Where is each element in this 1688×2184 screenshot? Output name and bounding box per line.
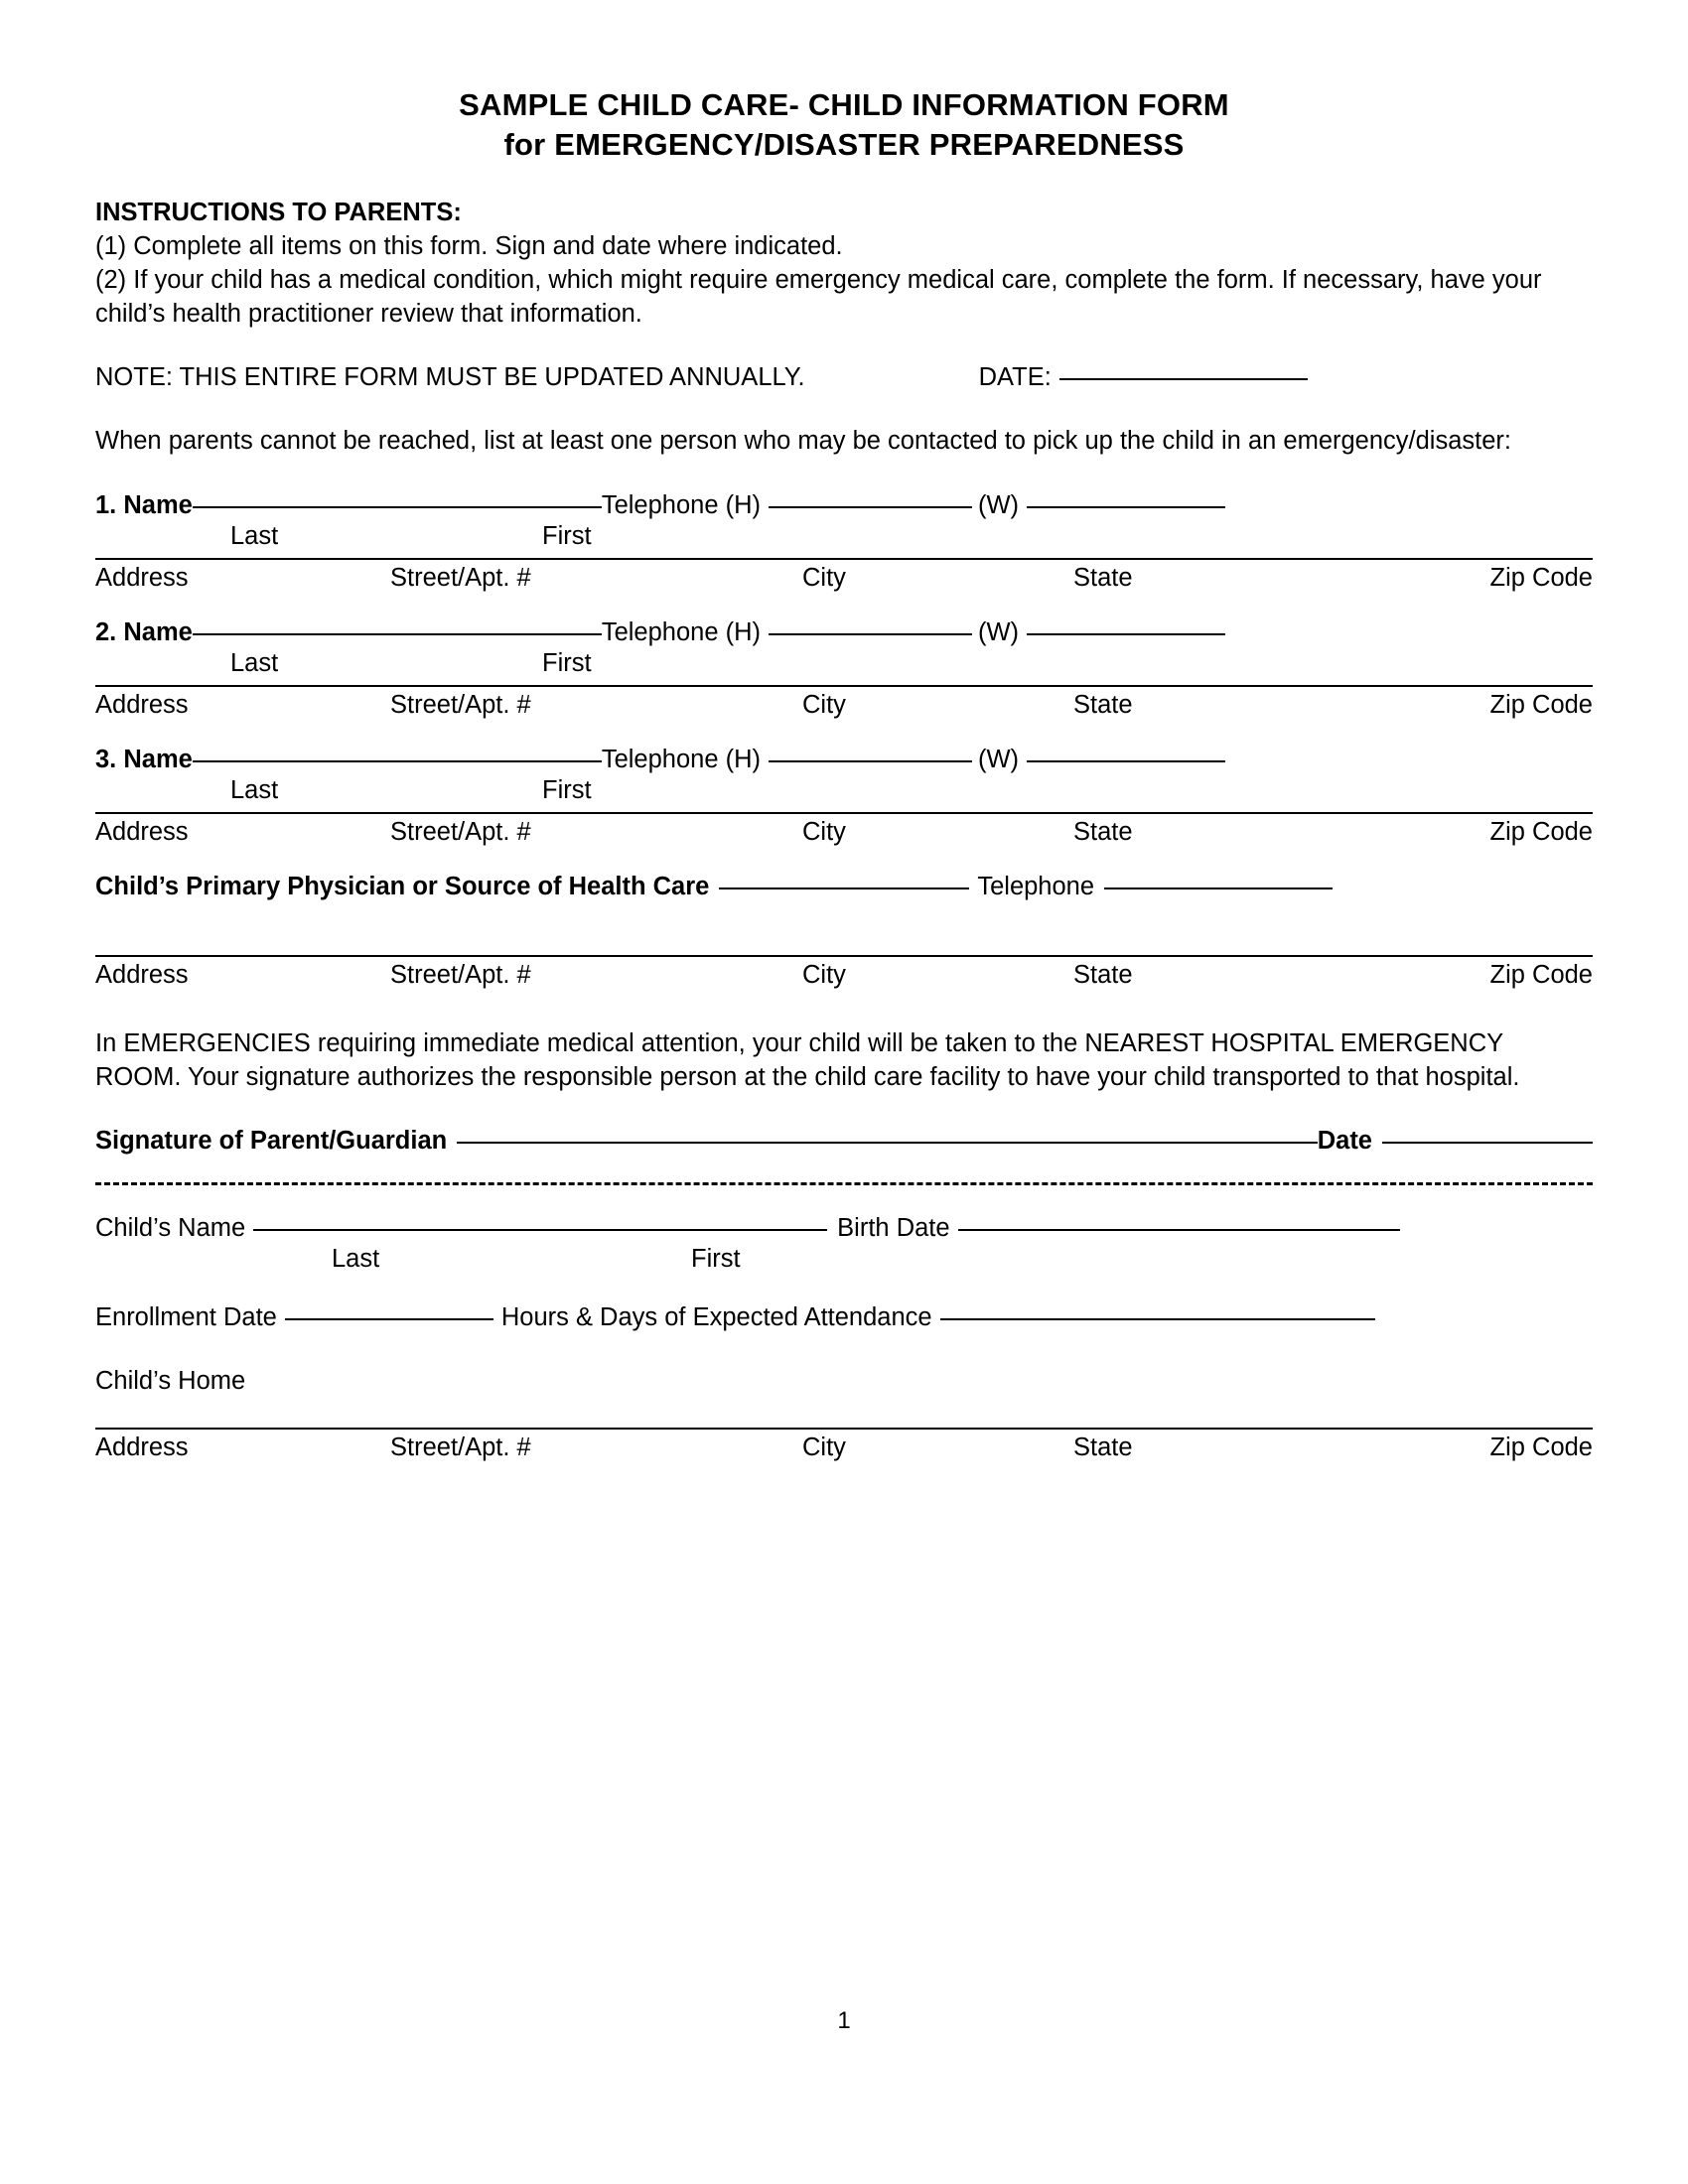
signature-row xyxy=(95,1124,1593,1158)
street-label: Street/Apt. # xyxy=(390,563,531,592)
contact-1-telephone-w-label: (W) xyxy=(977,490,1020,519)
hours-days-input[interactable] xyxy=(940,1318,1375,1320)
contact-1-address-labels xyxy=(95,564,1593,600)
contact-2-telephone-h-input[interactable] xyxy=(769,633,972,635)
contact-3-telephone-h-label: Telephone (H) xyxy=(601,745,761,773)
contact-1-name-row xyxy=(95,488,1593,522)
city-label: City xyxy=(802,961,846,990)
physician-address-labels xyxy=(95,961,1593,997)
contact-3-telephone-w-label: (W) xyxy=(977,745,1020,773)
physician-row xyxy=(95,870,1593,903)
child-home-address-labels xyxy=(95,1433,1593,1469)
signature-label: Signature of Parent/Guardian xyxy=(95,1127,448,1156)
page-title xyxy=(95,85,1593,166)
contact-3-address-input[interactable] xyxy=(95,812,1593,814)
physician-address-input[interactable] xyxy=(95,955,1593,957)
child-sub-first: First xyxy=(691,1244,741,1273)
child-home-label: Child’s Home xyxy=(95,1366,246,1395)
contact-3-name-sublabels xyxy=(95,776,1593,812)
contact-3-telephone-w-input[interactable] xyxy=(1027,760,1225,762)
contact-2-address-labels xyxy=(95,691,1593,727)
state-label: State xyxy=(1073,563,1133,592)
enrollment-date-label: Enrollment Date xyxy=(95,1302,277,1331)
zip-label: Zip Code xyxy=(1489,818,1593,846)
state-label: State xyxy=(1073,1433,1133,1462)
contact-2-sub-first: First xyxy=(542,648,592,677)
street-label: Street/Apt. # xyxy=(390,818,531,846)
enrollment-row xyxy=(95,1300,1593,1334)
address-label: Address xyxy=(95,818,189,846)
state-label: State xyxy=(1073,961,1133,990)
contact-2-telephone-w-label: (W) xyxy=(977,617,1020,646)
child-name-label: Child’s Name xyxy=(95,1213,246,1242)
contact-3-name-label: 3. Name xyxy=(95,745,193,773)
page-number: 1 xyxy=(837,2007,851,2034)
address-label: Address xyxy=(95,1433,189,1462)
date-label: DATE: xyxy=(978,363,1052,392)
document-content xyxy=(95,85,1593,1469)
state-label: State xyxy=(1073,690,1133,719)
contact-1-name-label: 1. Name xyxy=(95,490,193,519)
contact-2-telephone-h-label: Telephone (H) xyxy=(601,617,761,646)
contact-3-sub-first: First xyxy=(542,776,592,804)
zip-label: Zip Code xyxy=(1489,1433,1593,1462)
child-home-row xyxy=(95,1364,1593,1398)
zip-label: Zip Code xyxy=(1489,961,1593,990)
instructions-item-2: (2) If your child has a medical condition, which might require emergency medical care, complete the form. If necessary, have your child’s health practitioner review that information. xyxy=(95,265,1542,329)
street-label: Street/Apt. # xyxy=(390,690,531,719)
child-name-input[interactable] xyxy=(253,1229,827,1231)
city-label: City xyxy=(802,563,846,592)
city-label: City xyxy=(802,690,846,719)
address-label: Address xyxy=(95,961,189,990)
enrollment-date-input[interactable] xyxy=(285,1318,493,1320)
physician-telephone-input[interactable] xyxy=(1104,887,1333,889)
title-line-2: for EMERGENCY/DISASTER PREPAREDNESS xyxy=(503,127,1185,163)
contact-3-telephone-h-input[interactable] xyxy=(769,760,972,762)
child-birth-date-input[interactable] xyxy=(958,1229,1400,1231)
contact-1-telephone-h-label: Telephone (H) xyxy=(601,490,761,519)
date-input-line[interactable] xyxy=(1059,378,1308,380)
contact-3-name-input[interactable] xyxy=(193,760,602,762)
zip-label: Zip Code xyxy=(1489,563,1593,592)
contact-1-telephone-w-input[interactable] xyxy=(1027,506,1225,508)
contact-3-sub-last: Last xyxy=(230,776,279,804)
child-name-row xyxy=(95,1211,1593,1245)
contact-2-name-input[interactable] xyxy=(193,633,602,635)
contact-2-name-row xyxy=(95,615,1593,649)
instructions-heading: INSTRUCTIONS TO PARENTS: xyxy=(95,198,462,226)
emergency-paragraph: In EMERGENCIES requiring immediate medical attention, your child will be taken to the NEAREST HOSPITAL EMERGENCY ROOM. Your signature authorizes the responsible person at the child care facility to have your child transported to that hospital. xyxy=(95,1029,1520,1092)
contact-3-address-labels xyxy=(95,818,1593,854)
contact-1-name-sublabels xyxy=(95,522,1593,558)
contact-2-sub-last: Last xyxy=(230,648,279,677)
child-home-address-input[interactable] xyxy=(95,1428,1593,1430)
child-sub-last: Last xyxy=(332,1244,380,1273)
contact-1-telephone-h-input[interactable] xyxy=(769,506,972,508)
contact-2-address-input[interactable] xyxy=(95,685,1593,687)
contact-2-name-label: 2. Name xyxy=(95,617,193,646)
signature-date-label: Date xyxy=(1317,1127,1372,1156)
zip-label: Zip Code xyxy=(1489,690,1593,719)
hours-days-label: Hours & Days of Expected Attendance xyxy=(500,1302,932,1331)
child-name-sublabels xyxy=(95,1245,1593,1281)
address-label: Address xyxy=(95,563,189,592)
address-label: Address xyxy=(95,690,189,719)
contact-1-sub-last: Last xyxy=(230,521,279,550)
street-label: Street/Apt. # xyxy=(390,1433,531,1462)
contact-1-sub-first: First xyxy=(542,521,592,550)
city-label: City xyxy=(802,818,846,846)
signature-date-input[interactable] xyxy=(1382,1142,1593,1144)
contact-3-name-row xyxy=(95,743,1593,776)
physician-name-input[interactable] xyxy=(719,887,969,889)
contacts-intro: When parents cannot be reached, list at least one person who may be contacted to pick up the child in an emergency/disaster: xyxy=(95,427,1511,456)
contact-1-address-input[interactable] xyxy=(95,558,1593,560)
physician-label: Child’s Primary Physician or Source of Health Care xyxy=(95,873,710,900)
title-line-1: SAMPLE CHILD CARE- CHILD INFORMATION FORM xyxy=(459,87,1229,122)
child-birth-date-label: Birth Date xyxy=(837,1213,950,1242)
state-label: State xyxy=(1073,818,1133,846)
contact-1-name-input[interactable] xyxy=(193,506,602,508)
contact-2-name-sublabels xyxy=(95,649,1593,685)
city-label: City xyxy=(802,1433,846,1462)
instructions-item-1: (1) Complete all items on this form. Sign and date where indicated. xyxy=(95,231,843,260)
note-row xyxy=(95,360,1593,394)
note-text: NOTE: THIS ENTIRE FORM MUST BE UPDATED ANNUALLY. xyxy=(95,363,805,392)
signature-input[interactable] xyxy=(457,1142,1317,1144)
contact-2-telephone-w-input[interactable] xyxy=(1027,633,1225,635)
physician-telephone-label: Telephone xyxy=(977,873,1095,900)
street-label: Street/Apt. # xyxy=(390,961,531,990)
